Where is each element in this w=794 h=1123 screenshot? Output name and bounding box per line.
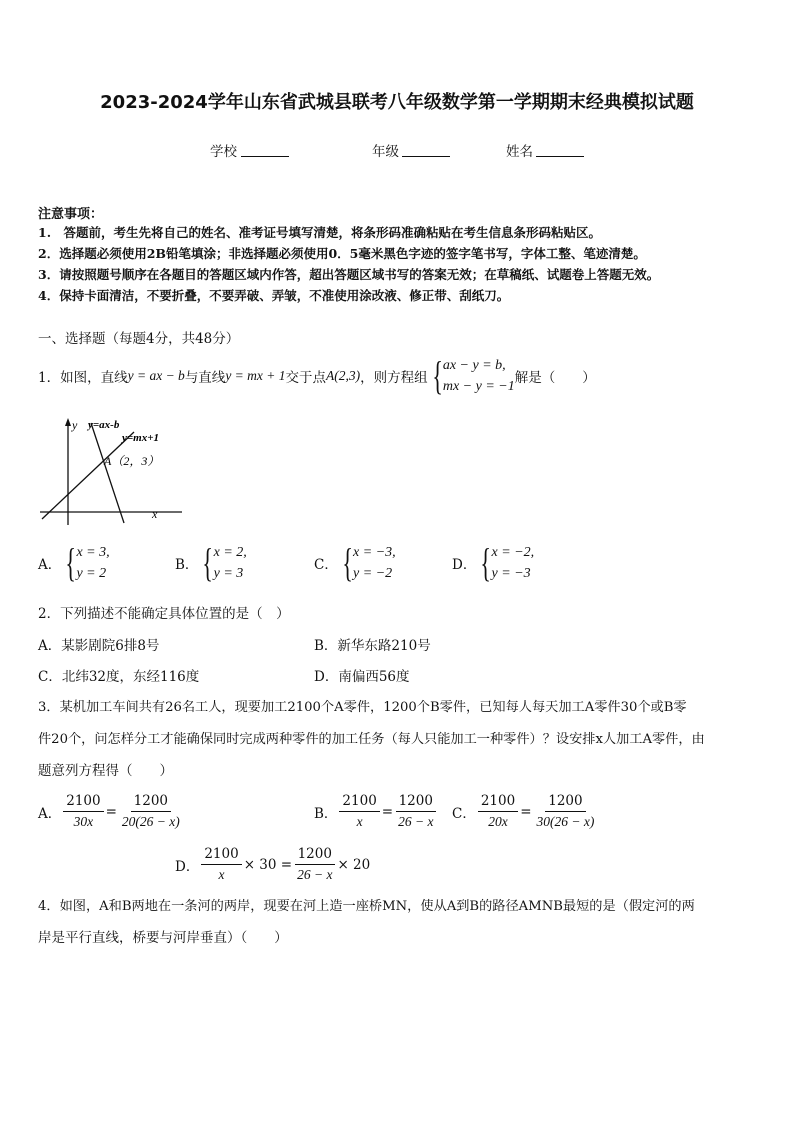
- option-label: C．: [452, 805, 476, 822]
- question-3-stem: 3．某机加工车间共有26名工人，现要加工2100个A零件，1200个B零件，已知每人每天加工A零件30个或B零: [38, 700, 687, 715]
- line-ax-b-label: y=ax-b: [88, 419, 120, 431]
- denominator: x: [218, 867, 225, 882]
- option-row: x = 3,: [76, 545, 110, 560]
- numerator: 2100: [63, 793, 103, 812]
- q1-text: 解是（ ）: [514, 370, 596, 386]
- y-axis-arrow: [65, 418, 71, 426]
- numerator: 1200: [545, 793, 585, 812]
- operator: × 20: [337, 856, 371, 873]
- notice-item: 2．选择题必须使用2B铅笔填涂；非选择题必须使用0．5毫米黑色字迹的签字笔书写，字体工整、笔迹清楚。: [38, 246, 646, 261]
- option-row: y = −3: [491, 566, 531, 581]
- option-label: C．: [314, 557, 338, 573]
- notice-item: 4．保持卡面清洁，不要折叠，不要弄破、弄皱，不准使用涂改液、修正带、刮纸刀。: [38, 288, 510, 303]
- grade-field: [372, 140, 399, 160]
- q1-option-b[interactable]: B． { x = 2, y = 3: [175, 540, 247, 585]
- q1-text: 交于点: [285, 370, 327, 386]
- notice-item: 1. 答题前，考生先将自己的姓名、准考证号填写清楚，将条形码准确粘贴在考生信息条形码粘贴区。: [38, 225, 602, 240]
- option-label: A．: [38, 557, 62, 573]
- denominator: 26 − x: [297, 867, 333, 882]
- option-row: x = −3,: [353, 545, 396, 560]
- denominator: 20x: [488, 814, 508, 829]
- school-label: 学校: [210, 144, 237, 160]
- denominator: 30(26 − x): [536, 814, 595, 829]
- line-mx-1-label: y=mx+1: [122, 432, 159, 444]
- option-label: A．: [38, 805, 62, 822]
- q3-option-d[interactable]: [175, 846, 370, 883]
- option-row: x = 2,: [213, 545, 247, 560]
- numerator: 1200: [131, 793, 171, 812]
- q1-system-row: ax − y = b,: [442, 358, 506, 373]
- numerator: 1200: [295, 846, 335, 865]
- numerator: 1200: [396, 793, 436, 812]
- q3-option-a[interactable]: A． $\frac{2100}{30x}$ = $\frac{1200}{20(26 - x)}$: [38, 793, 185, 830]
- q1-text: 1．如图，直线: [38, 370, 128, 386]
- denominator: x: [356, 814, 363, 829]
- q1-option-c[interactable]: C． { x = −3, y = −2: [314, 540, 396, 585]
- option-row: y = 2: [76, 566, 107, 581]
- q1-equation: y = mx + 1: [225, 368, 286, 383]
- y-axis-label: y: [72, 418, 78, 432]
- line-ax-b: [91, 423, 124, 523]
- q1-option-a[interactable]: A． { x = 3, y = 2: [38, 540, 110, 585]
- option-row: y = −2: [353, 566, 393, 581]
- denominator: 30x: [73, 814, 94, 829]
- grade-label: 年级: [372, 144, 399, 160]
- section-heading: 一、选择题（每题4分，共48分）: [38, 331, 240, 347]
- denominator: 26 − x: [398, 814, 434, 829]
- q2-option-b[interactable]: B．新华东路210号: [314, 638, 431, 654]
- denominator: 20(26 − x): [121, 814, 180, 829]
- q1-text: 与直线: [184, 370, 226, 386]
- q1-equation-system: { ax − y = b, mx − y = −1: [431, 353, 515, 398]
- option-label: B．: [175, 557, 199, 573]
- school-field: [210, 140, 237, 160]
- option-row: y = 3: [213, 566, 244, 581]
- option-label: D．: [452, 557, 477, 573]
- q2-option-d[interactable]: D．南偏西56度: [314, 669, 410, 685]
- numerator: 2100: [478, 793, 518, 812]
- option-label: B．: [314, 805, 338, 822]
- page-title: 2023-2024学年山东省武城县联考八年级数学第一学期期末经典模拟试题: [100, 92, 694, 113]
- q1-text: ，则方程组: [360, 370, 428, 386]
- grade-blank: [402, 156, 450, 157]
- question-4-stem: 岸是平行直线，桥要与河岸垂直）（ ）: [38, 930, 288, 946]
- x-axis-label: x: [152, 507, 158, 521]
- q1-system-row: mx − y = −1: [442, 379, 515, 394]
- numerator: 2100: [201, 846, 241, 865]
- q2-option-a[interactable]: A．某影剧院6排8号: [38, 638, 160, 654]
- name-label: 姓名: [506, 144, 533, 160]
- line-mx-1: [42, 432, 134, 519]
- numerator: 2100: [339, 793, 379, 812]
- option-row: x = −2,: [491, 545, 535, 560]
- q2-option-c[interactable]: C．北纬32度，东经116度: [38, 669, 200, 685]
- option-label: D．: [175, 858, 200, 875]
- q3-option-b[interactable]: B． $\frac{2100}{x}$ = $\frac{1200}{26 - x}$: [314, 793, 438, 830]
- question-2-stem: 2．下列描述不能确定具体位置的是（ ）: [38, 606, 290, 622]
- school-blank: [241, 156, 289, 157]
- question-4-stem: 4．如图，A和B两地在一条河的两岸，现要在河上造一座桥MN，使从A到B的路径AMNB最短的是（假定河的两: [38, 899, 695, 914]
- q3-option-c[interactable]: C． $\frac{2100}{20x}$ = $\frac{1200}{30(26 - x)}$: [452, 793, 599, 830]
- q1-graph: [36, 415, 186, 530]
- question-3-stem: 件20个，问怎样分工才能确保同时完成两种零件的加工任务（每人只能加工一种零件）？设安排x人加工A零件，由: [38, 732, 705, 747]
- operator: × 30 =: [243, 856, 293, 873]
- notice-item: 3．请按照题号顺序在各题目的答题区域内作答，超出答题区域书写的答案无效；在草稿纸、试题卷上答题无效。: [38, 267, 660, 282]
- name-blank: [536, 156, 584, 157]
- name-field: [506, 140, 533, 160]
- question-1-stem: [38, 355, 596, 397]
- q1-point: A(2,3): [326, 368, 361, 383]
- q1-equation: y = ax − b: [127, 368, 185, 383]
- q1-option-d[interactable]: D． { x = −2, y = −3: [452, 540, 535, 585]
- point-a-label: A（2，3）: [104, 454, 160, 468]
- question-3-stem: 题意列方程得（ ）: [38, 763, 173, 779]
- notice-heading: 注意事项：: [38, 207, 104, 222]
